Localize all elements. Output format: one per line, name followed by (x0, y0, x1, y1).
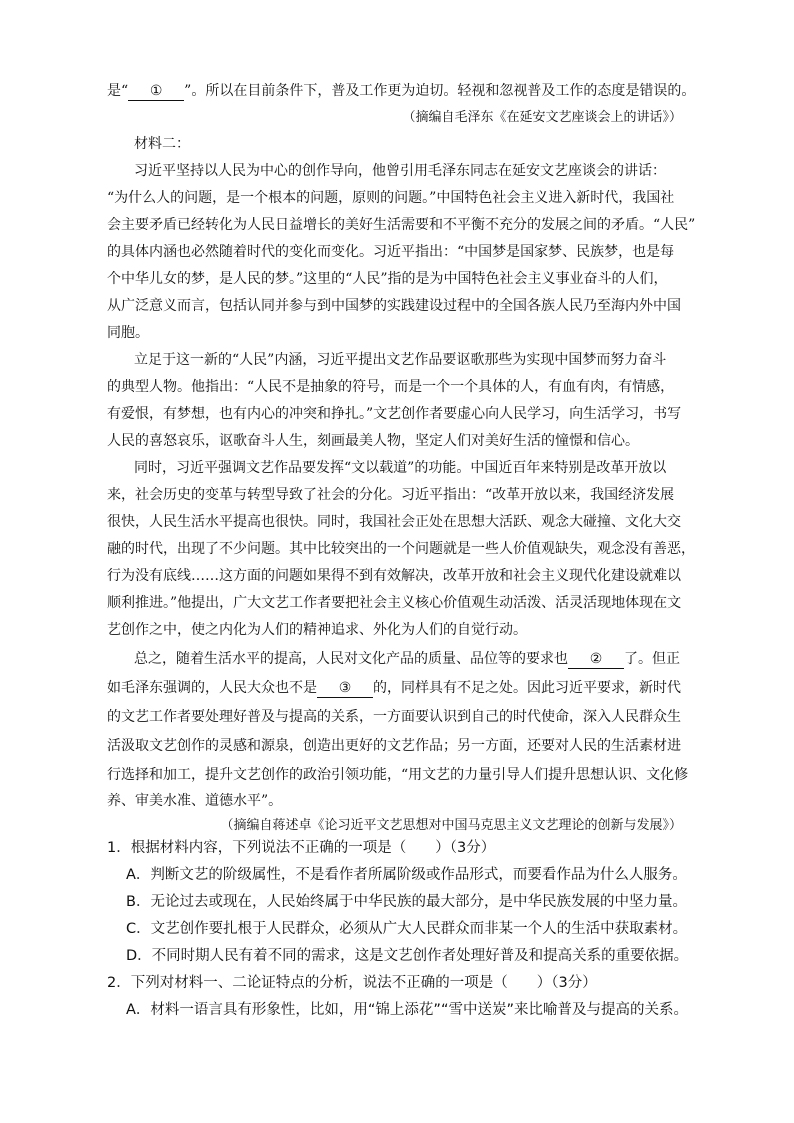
paragraph-line-with-blank-2 (134, 648, 694, 670)
paragraph-line: 融的时代，出现了不少问题。其中比较突出的一个问题就是一些人价值观缺失，观念没有善恶， (107, 541, 695, 557)
question-2-option-a[interactable]: A．材料一语言具有形象性，比如，用“锦上添花”“雪中送炭”来比喻普及与提高的关系。 (126, 1002, 688, 1018)
paragraph-line: 的典型人物。他指出：“人民不是抽象的符号，而是一个一个具体的人，有血有肉，有情感， (107, 379, 675, 395)
paragraph-line: 人民的喜怒哀乐，讴歌奋斗人生，刻画最美人物，坚定人们对美好生活的憧憬和信心。 (107, 433, 639, 449)
blank-3[interactable]: ③ (317, 679, 373, 698)
paragraph-line: 个中华儿女的梦，是人民的梦。”这里的“人民”指的是为中国特色社会主义事业奋斗的人们， (107, 271, 668, 287)
paragraph-line: 活汲取文艺创作的灵感和源泉，创造出更好的文艺作品；另一方面，还要对人民的生活素材进 (107, 738, 681, 754)
question-1-stem: 1．根据材料内容，下列说法不正确的一项是（ ）（3分） (107, 840, 496, 856)
text-segment: 总之，随着生活水平的提高，人民对文化产品的质量、品位等的要求也 (134, 651, 568, 667)
paragraph-line: 会主要矛盾已经转化为人民日益增长的美好生活需要和不平衡不充分的发展之间的矛盾。“人民” (107, 217, 696, 233)
text-segment: ”。所以在目前条件下，普及工作更为迫切。轻视和忽视普及工作的态度是错误的。 (184, 83, 696, 99)
paragraph-line: 同时，习近平强调文艺作品要发挥“文以载道”的功能。中国近百年来特别是改革开放以 (134, 460, 667, 476)
question-1-option-c[interactable]: C．文艺创作要扎根于人民群众，必须从广大人民群众而非某一个人的生活中获取素材。 (126, 921, 688, 937)
paragraph-line: 行选择和加工，提升文艺创作的政治引领功能，“用文艺的力量引导人们提升思想认识、文化修 (107, 767, 689, 783)
question-1-option-d[interactable]: D．不同时期人民有着不同的需求，这是文艺创作者处理好普及和提高关系的重要依据。 (126, 948, 689, 964)
text-segment: 了。但正 (624, 651, 680, 667)
material-two-source: （摘编自蒋述卓《论习近平文艺思想对中国马克思主义文艺理论的创新与发展》） (220, 818, 682, 833)
paragraph-line: “为什么人的问题，是一个根本的问题，原则的问题。”中国特色社会主义进入新时代，我国社 (107, 190, 675, 206)
text-segment: 的，同样具有不足之处。因此习近平要求，新时代 (373, 680, 681, 696)
paragraph-line: 行为没有底线……这方面的问题如果得不到有效解决，改革开放和社会主义现代化建设就难以 (107, 568, 681, 584)
material-one-last-line (107, 80, 697, 102)
paragraph-line: 很快，人民生活水平提高也很快。同时，我国社会正处在思想大活跃、观念大碰撞、文化大交 (107, 514, 681, 530)
blank-1[interactable]: ① (128, 82, 184, 101)
paragraph-line: 立足于这一新的“人民”内涵，习近平提出文艺作品要讴歌那些为实现中国梦而努力奋斗 (134, 352, 667, 368)
paragraph-line: 顺利推进。”他提出，广大文艺工作者要把社会主义核心价值观生动活泼、活灵活现地体现在文 (107, 595, 682, 611)
paragraph-line: 的具体内涵也必然随着时代的变化而变化。习近平指出：“中国梦是国家梦、民族梦，也是每 (107, 244, 675, 260)
paragraph-line: 同胞。 (107, 325, 149, 341)
paragraph-line: 习近平坚持以人民为中心的创作导向，他曾引用毛泽东同志在延安文艺座谈会的讲话： (134, 163, 666, 179)
paragraph-line: 来，社会历史的变革与转型导致了社会的分化。习近平指出：“改革开放以来，我国经济发展 (107, 487, 675, 503)
paragraph-line: 艺创作之中，使之内化为人们的精神追求、外化为人们的自觉行动。 (107, 622, 527, 638)
question-1-option-a[interactable]: A．判断文艺的阶级属性，不是看作者所属阶级或作品形式，而要看作品为什么人服务。 (126, 867, 687, 883)
question-1-option-b[interactable]: B．无论过去或现在，人民始终属于中华民族的最大部分，是中华民族发展的中坚力量。 (126, 894, 687, 910)
paragraph-line: 从广泛意义而言，包括认同并参与到中国梦的实践建设过程中的全国各族人民乃至海内外中国 (107, 298, 681, 314)
material-one-source: （摘编自毛泽东《在延安文艺座谈会上的讲话》） (402, 110, 682, 125)
material-two-heading: 材料二： (134, 136, 190, 152)
question-2-stem: 2．下列对材料一、二论证特点的分析，说法不正确的一项是（ ）（3分） (107, 975, 597, 991)
paragraph-line-with-blank-3 (107, 677, 697, 699)
paragraph-line: 有爱恨，有梦想，也有内心的冲突和挣扎。”文艺创作者要虚心向人民学习，向生活学习，书写 (107, 406, 682, 422)
blank-2[interactable]: ② (568, 650, 624, 669)
paragraph-line: 的文艺工作者要处理好普及与提高的关系，一方面要认识到自己的时代使命，深入人民群众生 (107, 709, 681, 725)
text-segment: 是“ (107, 83, 129, 99)
paragraph-line: 养、审美水准、道德水平”。 (107, 793, 283, 809)
text-segment: 如毛泽东强调的，人民大众也不是 (107, 680, 317, 696)
